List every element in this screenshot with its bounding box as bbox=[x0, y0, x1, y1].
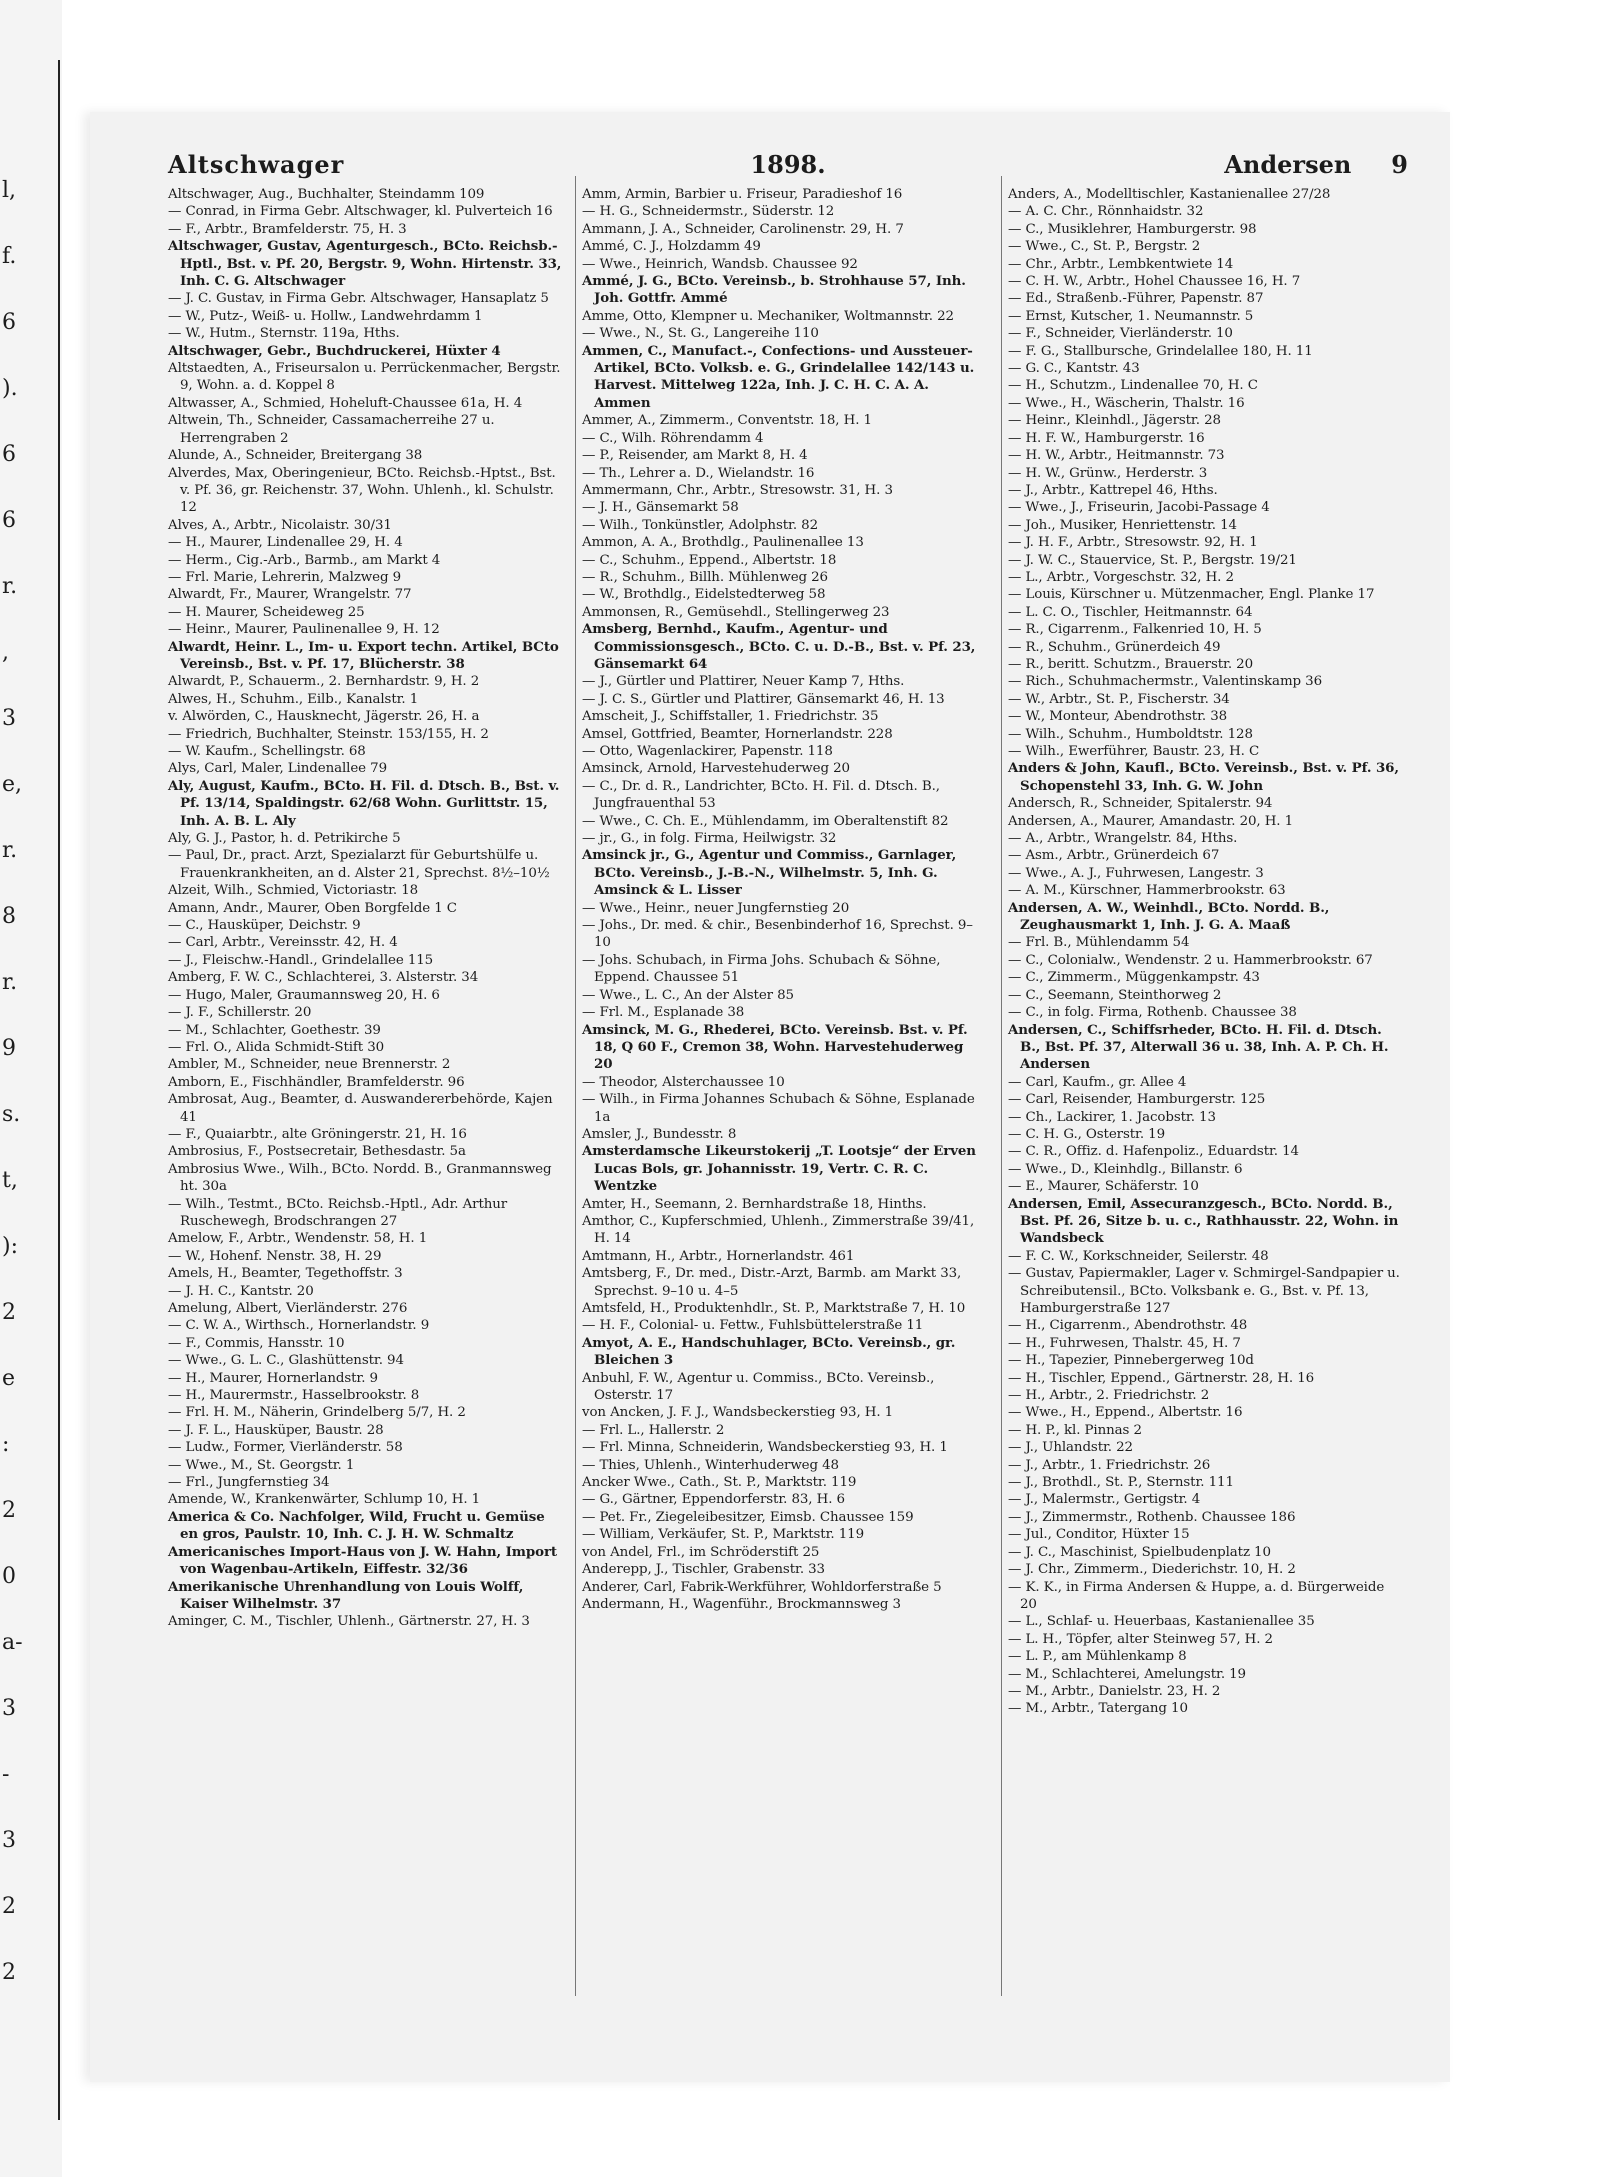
directory-entry: Amberg, F. W. C., Schlachterei, 3. Alsterstr. 34 bbox=[168, 970, 479, 986]
directory-entry: — Joh., Musiker, Henriettenstr. 14 bbox=[1008, 517, 1237, 533]
page-header bbox=[168, 150, 1408, 186]
page-fragment: ): bbox=[2, 1234, 18, 1259]
directory-column-1 bbox=[168, 186, 564, 1631]
directory-entry: — H. P., kl. Pinnas 2 bbox=[1008, 1422, 1142, 1438]
directory-entry: — Wwe., J., Friseurin, Jacobi-Passage 4 bbox=[1008, 500, 1270, 516]
directory-entry: — G., Gärtner, Eppendorferstr. 83, H. 6 bbox=[582, 1492, 845, 1508]
directory-entry: — Heinr., Maurer, Paulinenallee 9, H. 12 bbox=[168, 622, 440, 638]
directory-entry: — Carl, Arbtr., Vereinsstr. 42, H. 4 bbox=[168, 935, 398, 951]
directory-entry: — Gustav, Papiermakler, Lager v. Schmirgel-Sandpapier u. Schreibutensil., BCto. Volksbank e. G., Bst. v. Pf. 13, Hamburgerstraße 127 bbox=[1008, 1266, 1400, 1316]
directory-entry: — Pet. Fr., Ziegeleibesitzer, Eimsb. Chaussee 159 bbox=[582, 1509, 914, 1525]
directory-entry: — W., Hohenf. Nenstr. 38, H. 29 bbox=[168, 1248, 382, 1264]
page-fragment: 0 bbox=[2, 1564, 16, 1589]
directory-entry: — A., Arbtr., Wrangelstr. 84, Hths. bbox=[1008, 831, 1238, 847]
directory-entry: Amsinck, M. G., Rhederei, BCto. Vereinsb. Bst. v. Pf. 18, Q 60 F., Cremon 38, Wohn. Harvestehuderweg 20 bbox=[582, 1021, 968, 1073]
directory-entry: — L. H., Töpfer, alter Steinweg 57, H. 2 bbox=[1008, 1631, 1273, 1647]
directory-entry: Aly, G. J., Pastor, h. d. Petrikirche 5 bbox=[168, 831, 401, 847]
page-fragment: ). bbox=[2, 376, 18, 401]
directory-entry: Amerikanische Uhrenhandlung von Louis Wolff, Kaiser Wilhelmstr. 37 bbox=[168, 1578, 524, 1612]
directory-entry: — J., Zimmermstr., Rothenb. Chaussee 186 bbox=[1008, 1509, 1296, 1525]
directory-entry: — G. C., Kantstr. 43 bbox=[1008, 361, 1140, 377]
directory-entry: Alves, A., Arbtr., Nicolaistr. 30/31 bbox=[168, 517, 392, 533]
directory-entry: — R., Cigarrenm., Falkenried 10, H. 5 bbox=[1008, 622, 1262, 638]
directory-entry: — Wwe., H., Eppend., Albertstr. 16 bbox=[1008, 1405, 1243, 1421]
directory-entry: Andersen, A. W., Weinhdl., BCto. Nordd. B., Zeughausmarkt 1, Inh. J. G. A. Maaß bbox=[1008, 899, 1330, 934]
directory-entry: — H., Fuhrwesen, Thalstr. 45, H. 7 bbox=[1008, 1335, 1241, 1351]
directory-entry: — F. G., Stallbursche, Grindelallee 180, H. 11 bbox=[1008, 343, 1313, 359]
page-fragment: 8 bbox=[2, 904, 16, 929]
directory-entry: — J. C., Maschinist, Spielbudenplatz 10 bbox=[1008, 1544, 1271, 1560]
directory-entry: — M., Arbtr., Danielstr. 23, H. 2 bbox=[1008, 1683, 1221, 1699]
directory-entry: Ammann, J. A., Schneider, Carolinenstr. 29, H. 7 bbox=[582, 221, 904, 237]
directory-entry: Andermann, H., Wagenführ., Brockmannsweg 3 bbox=[582, 1596, 901, 1612]
directory-entry: — Wilh., Schuhm., Humboldtstr. 128 bbox=[1008, 726, 1253, 742]
directory-entry: — Wwe., C. Ch. E., Mühlendamm, im Oberaltenstift 82 bbox=[582, 813, 949, 829]
directory-entry: Ammon, A. A., Brothdlg., Paulinenallee 13 bbox=[582, 535, 864, 551]
page-fragment: : bbox=[2, 1432, 10, 1457]
directory-entry: — Frl. Minna, Schneiderin, Wandsbeckerstieg 93, H. 1 bbox=[582, 1440, 948, 1456]
directory-entry: — Frl., Jungfernstieg 34 bbox=[168, 1475, 330, 1491]
directory-entry: — W. Kaufm., Schellingstr. 68 bbox=[168, 744, 366, 759]
directory-entry: — Conrad, in Firma Gebr. Altschwager, kl. Pulverteich 16 bbox=[168, 204, 553, 220]
directory-entry: — H. W., Grünw., Herderstr. 3 bbox=[1008, 465, 1208, 481]
directory-entry: — C. R., Offiz. d. Hafenpoliz., Eduardstr. 14 bbox=[1008, 1144, 1299, 1160]
directory-entry: — W., Brothdlg., Eidelstedterweg 58 bbox=[582, 587, 826, 603]
directory-entry: — W., Monteur, Abendrothstr. 38 bbox=[1008, 709, 1228, 725]
previous-page-edge bbox=[58, 60, 60, 2120]
directory-entry: — Wwe., A. J., Fuhrwesen, Langestr. 3 bbox=[1008, 865, 1264, 881]
directory-entry: — H., Maurer, Lindenallee 29, H. 4 bbox=[168, 535, 403, 551]
directory-entry: von Andel, Frl., im Schröderstift 25 bbox=[582, 1544, 820, 1560]
directory-entry: — H. Maurer, Scheideweg 25 bbox=[168, 604, 365, 620]
directory-entry: — C., in folg. Firma, Rothenb. Chaussee 38 bbox=[1008, 1005, 1297, 1021]
directory-entry: Amyot, A. E., Handschuhlager, BCto. Vereinsb., gr. Bleichen 3 bbox=[582, 1334, 956, 1369]
directory-entry: — Frl. B., Mühlendamm 54 bbox=[1008, 935, 1190, 951]
directory-entry: Ammé, J. G., BCto. Vereinsb., b. Strohhause 57, Inh. Joh. Gottfr. Ammé bbox=[582, 273, 966, 307]
directory-entry: — L., Schlaf- u. Heuerbaas, Kastanienallee 35 bbox=[1008, 1614, 1315, 1630]
directory-entry: — F., Arbtr., Bramfelderstr. 75, H. 3 bbox=[168, 221, 407, 237]
directory-entry: Andersen, C., Schiffsrheder, BCto. H. Fil. d. Dtsch. B., Bst. Pf. 37, Alterwall 36 u. 38, Inh. A. P. Ch. H. Andersen bbox=[1008, 1021, 1389, 1073]
directory-entry: von Ancken, J. F. J., Wandsbeckerstieg 93, H. 1 bbox=[582, 1405, 894, 1421]
page-fragment: 6 bbox=[2, 442, 16, 467]
directory-entry: — Asm., Arbtr., Grünerdeich 67 bbox=[1008, 848, 1220, 864]
page-fragment: 3 bbox=[2, 1828, 16, 1853]
directory-entry: — C., Musiklehrer, Hamburgerstr. 98 bbox=[1008, 221, 1257, 237]
directory-entry: — L. C. O., Tischler, Heitmannstr. 64 bbox=[1008, 604, 1253, 620]
directory-entry: — R., Schuhm., Billh. Mühlenweg 26 bbox=[582, 569, 828, 585]
directory-entry: Andersen, Emil, Assecuranzgesch., BCto. Nordd. B., Bst. Pf. 26, Sitze b. u. c., Rathhausstr. 22, Wohn. in Wandsbeck bbox=[1008, 1195, 1399, 1247]
directory-entry: — Frl. Marie, Lehrerin, Malzweg 9 bbox=[168, 569, 402, 585]
directory-entry: — Wilh., Testmt., BCto. Reichsb.-Hptl., Adr. Arthur Ruschewegh, Brodschrangen 27 bbox=[168, 1196, 508, 1229]
directory-entry: — H., Arbtr., 2. Friedrichstr. 2 bbox=[1008, 1388, 1210, 1404]
directory-entry: Alwardt, P., Schauerm., 2. Bernhardstr. 9, H. 2 bbox=[168, 674, 480, 690]
directory-entry: Altstaedten, A., Friseursalon u. Perrückenmacher, Bergstr. 9, Wohn. a. d. Koppel 8 bbox=[168, 361, 561, 394]
header-left-keyword: Altschwager bbox=[168, 150, 345, 179]
page-fragment: 6 bbox=[2, 508, 16, 533]
directory-entry: — J., Arbtr., Kattrepel 46, Hths. bbox=[1008, 482, 1218, 498]
directory-entry: Amende, W., Krankenwärter, Schlump 10, H. 1 bbox=[168, 1492, 481, 1508]
directory-entry: Ancker Wwe., Cath., St. P., Marktstr. 119 bbox=[582, 1475, 857, 1491]
directory-entry: Amtsfeld, H., Produktenhdlr., St. P., Marktstraße 7, H. 10 bbox=[582, 1301, 966, 1316]
directory-entry: — L., Arbtr., Vorgeschstr. 32, H. 2 bbox=[1008, 569, 1234, 585]
directory-entry: — H. F., Colonial- u. Fettw., Fuhlsbüttelerstraße 11 bbox=[582, 1318, 924, 1334]
directory-entry: v. Alwörden, C., Hausknecht, Jägerstr. 26, H. a bbox=[168, 709, 480, 725]
directory-entry: Alwes, H., Schuhm., Eilb., Kanalstr. 1 bbox=[168, 691, 419, 707]
directory-entry: Ammonsen, R., Gemüsehdl., Stellingerweg 23 bbox=[582, 604, 890, 620]
page-fragment: 9 bbox=[2, 1036, 16, 1061]
directory-entry: — J. C. S., Gürtler und Plattirer, Gänsemarkt 46, H. 13 bbox=[582, 691, 945, 707]
directory-entry: — C., Colonialw., Wendenstr. 2 u. Hammerbrookstr. 67 bbox=[1008, 952, 1373, 968]
directory-entry: — H., Cigarrenm., Abendrothstr. 48 bbox=[1008, 1318, 1248, 1334]
directory-entry: — C. H. W., Arbtr., Hohel Chaussee 16, H. 7 bbox=[1008, 274, 1301, 290]
directory-entry: Amme, Otto, Klempner u. Mechaniker, Woltmannstr. 22 bbox=[582, 308, 954, 324]
directory-entry: — J. W. C., Stauervice, St. P., Bergstr. 19/21 bbox=[1008, 552, 1297, 568]
directory-entry: — Wwe., Heinr., neuer Jungfernstieg 20 bbox=[582, 900, 850, 916]
directory-entry: — J. H. F., Arbtr., Stresowstr. 92, H. 1 bbox=[1008, 535, 1258, 551]
directory-entry: Anders, A., Modelltischler, Kastanienallee 27/28 bbox=[1008, 187, 1331, 202]
directory-entry: Altschwager, Gebr., Buchdruckerei, Hüxter 4 bbox=[168, 342, 501, 359]
directory-entry: Amthor, C., Kupferschmied, Uhlenh., Zimmerstraße 39/41, H. 14 bbox=[582, 1213, 975, 1247]
directory-entry: — Wilh., Ewerführer, Baustr. 23, H. C bbox=[1008, 744, 1260, 759]
directory-entry: — J., Gürtler und Plattirer, Neuer Kamp 7, Hths. bbox=[582, 674, 905, 690]
directory-entry: Ambrosius Wwe., Wilh., BCto. Nordd. B., Granmannsweg ht. 30a bbox=[168, 1161, 552, 1195]
directory-entry: — Carl, Reisender, Hamburgerstr. 125 bbox=[1008, 1092, 1266, 1108]
directory-entry: — H., Tischler, Eppend., Gärtnerstr. 28, H. 16 bbox=[1008, 1370, 1315, 1386]
directory-entry: — F., Commis, Hansstr. 10 bbox=[168, 1335, 345, 1351]
directory-entry: — Otto, Wagenlackirer, Papenstr. 118 bbox=[582, 744, 833, 759]
directory-entry: — E., Maurer, Schäferstr. 10 bbox=[1008, 1179, 1199, 1195]
directory-entry: Amborn, E., Fischhändler, Bramfelderstr. 96 bbox=[168, 1074, 465, 1090]
directory-entry: — M., Schlachterei, Amelungstr. 19 bbox=[1008, 1666, 1246, 1682]
directory-entry: Ammé, C. J., Holzdamm 49 bbox=[582, 239, 761, 255]
directory-entry: — J. H., Gänsemarkt 58 bbox=[582, 500, 739, 516]
directory-entry: — M., Schlachter, Goethestr. 39 bbox=[168, 1022, 381, 1038]
directory-entry: — Frl. L., Hallerstr. 2 bbox=[582, 1422, 725, 1438]
directory-entry: — Rich., Schuhmachermstr., Valentinskamp 36 bbox=[1008, 674, 1323, 690]
directory-entry: Altwasser, A., Schmied, Hoheluft-Chaussee 61a, H. 4 bbox=[168, 395, 523, 411]
directory-entry: — Heinr., Kleinhdl., Jägerstr. 28 bbox=[1008, 413, 1221, 429]
directory-entry: — A. C. Chr., Rönnhaidstr. 32 bbox=[1008, 204, 1204, 220]
directory-entry: — M., Arbtr., Tatergang 10 bbox=[1008, 1701, 1188, 1717]
directory-entry: — Ch., Lackirer, 1. Jacobstr. 13 bbox=[1008, 1109, 1216, 1125]
directory-entry: — H. F. W., Hamburgerstr. 16 bbox=[1008, 430, 1205, 446]
directory-entry: — K. K., in Firma Andersen & Huppe, a. d. Bürgerweide 20 bbox=[1008, 1579, 1385, 1612]
header-right-group bbox=[1224, 150, 1408, 179]
directory-entry: — J., Malermstr., Gertigstr. 4 bbox=[1008, 1492, 1201, 1508]
directory-entry: — J. F. L., Hausküper, Baustr. 28 bbox=[168, 1422, 384, 1438]
directory-entry: — Herm., Cig.-Arb., Barmb., am Markt 4 bbox=[168, 552, 441, 568]
directory-entry: — J. Chr., Zimmerm., Diederichstr. 10, H. 2 bbox=[1008, 1562, 1296, 1578]
directory-entry: Americanisches Import-Haus von J. W. Hahn, Import von Wagenbau-Artikeln, Eiffestr. 32/36 bbox=[168, 1543, 558, 1578]
header-year: 1898. bbox=[750, 150, 826, 179]
directory-entry: — J., Fleischw.-Handl., Grindelallee 115 bbox=[168, 952, 434, 968]
directory-entry: — L. P., am Mühlenkamp 8 bbox=[1008, 1649, 1187, 1665]
directory-entry: — Wwe., D., Kleinhdlg., Billanstr. 6 bbox=[1008, 1161, 1243, 1177]
directory-entry: — Paul, Dr., pract. Arzt, Spezialarzt für Geburtshülfe u. Frauenkrankheiten, an d. Alster 21, Sprechst. 8½–10½ bbox=[168, 848, 550, 881]
directory-entry: — C., Seemann, Steinthorweg 2 bbox=[1008, 987, 1222, 1003]
directory-entry: Alys, Carl, Maler, Lindenallee 79 bbox=[168, 761, 387, 777]
directory-entry: Altschwager, Gustav, Agenturgesch., BCto. Reichsb.-Hptl., Bst. v. Pf. 20, Bergstr. 9, Wohn. Hirtenstr. 33, Inh. C. G. Altschwager bbox=[168, 238, 562, 290]
directory-entry: Anders & John, Kaufl., BCto. Vereinsb., Bst. v. Pf. 36, Schopenstehl 33, Inh. G. W. John bbox=[1008, 760, 1399, 794]
page-fragment: f. bbox=[2, 244, 17, 269]
directory-entry: Amelung, Albert, Vierländerstr. 276 bbox=[168, 1301, 408, 1316]
directory-column-3 bbox=[1008, 186, 1404, 1718]
directory-entry: — J., Uhlandstr. 22 bbox=[1008, 1440, 1133, 1456]
directory-entry: Ambler, M., Schneider, neue Brennerstr. 2 bbox=[168, 1057, 451, 1073]
directory-entry: Amscheit, J., Schiffstaller, 1. Friedrichstr. 35 bbox=[582, 709, 879, 725]
directory-entry: Alverdes, Max, Oberingenieur, BCto. Reichsb.-Hptst., Bst. v. Pf. 36, gr. Reichenstr. 37, Wohn. Uhlenh., kl. Schulstr. 12 bbox=[168, 465, 556, 516]
directory-entry: Alunde, A., Schneider, Breitergang 38 bbox=[168, 448, 423, 464]
page-fragment: 2 bbox=[2, 1300, 16, 1325]
directory-entry: — Th., Lehrer a. D., Wielandstr. 16 bbox=[582, 465, 815, 481]
page-fragment: e bbox=[2, 1366, 16, 1391]
page-fragment: r. bbox=[2, 838, 18, 863]
directory-entry: — Wwe., L. C., An der Alster 85 bbox=[582, 987, 794, 1003]
page-fragment: t, bbox=[2, 1168, 18, 1193]
directory-entry: Amtsberg, F., Dr. med., Distr.-Arzt, Barmb. am Markt 33, Sprechst. 9–10 u. 4–5 bbox=[582, 1266, 962, 1299]
directory-entry: Amtmann, H., Arbtr., Hornerlandstr. 461 bbox=[582, 1248, 855, 1264]
page-fragment: e, bbox=[2, 772, 23, 797]
directory-entry: — C., Zimmerm., Müggenkampstr. 43 bbox=[1008, 970, 1260, 986]
directory-entry: — Wwe., Heinrich, Wandsb. Chaussee 92 bbox=[582, 256, 858, 272]
directory-entry: Aminger, C. M., Tischler, Uhlenh., Gärtnerstr. 27, H. 3 bbox=[168, 1614, 530, 1630]
directory-entry: — F., Quaiarbtr., alte Gröningerstr. 21, H. 16 bbox=[168, 1126, 467, 1142]
directory-entry: — C. W. A., Wirthsch., Hornerlandstr. 9 bbox=[168, 1318, 430, 1334]
directory-entry: — Frl. H. M., Näherin, Grindelberg 5/7, H. 2 bbox=[168, 1405, 466, 1421]
directory-entry: Amter, H., Seemann, 2. Bernhardstraße 18, Hinths. bbox=[582, 1196, 927, 1212]
page-fragment: 3 bbox=[2, 706, 16, 731]
column-divider bbox=[1001, 176, 1002, 1996]
directory-entry: — C., Hausküper, Deichstr. 9 bbox=[168, 918, 361, 934]
page-fragment: 2 bbox=[2, 1960, 16, 1985]
directory-entry: — Johs., Dr. med. & chir., Besenbinderhof 16, Sprechst. 9–10 bbox=[582, 918, 973, 951]
directory-entry: — C. H. G., Osterstr. 19 bbox=[1008, 1126, 1165, 1142]
directory-entry: — H., Maurer, Hornerlandstr. 9 bbox=[168, 1370, 378, 1386]
directory-entry: — Wwe., G. L. C., Glashüttenstr. 94 bbox=[168, 1353, 404, 1369]
directory-entry: Aly, August, Kaufm., BCto. H. Fil. d. Dtsch. B., Bst. v. Pf. 13/14, Spaldingstr. 62/68 Wohn. Gurlittstr. 15, Inh. A. B. L. Aly bbox=[168, 777, 560, 829]
header-right-keyword: Andersen bbox=[1224, 150, 1352, 179]
page-fragment: - bbox=[2, 1762, 10, 1787]
directory-entry: Altschwager, Aug., Buchhalter, Steindamm 109 bbox=[168, 187, 485, 202]
page-fragment: 2 bbox=[2, 1894, 16, 1919]
directory-entry: Ammer, A., Zimmerm., Conventstr. 18, H. 1 bbox=[582, 413, 872, 429]
directory-entry: Altwein, Th., Schneider, Cassamacherreihe 27 u. Herrengraben 2 bbox=[168, 413, 495, 446]
directory-entry: Ammen, C., Manufact.-, Confections- und Aussteuer-Artikel, BCto. Volksb. e. G., Grindelallee 142/143 u. Harvest. Mittelweg 122a, Inh. J. C. H. C. A. A. Ammen bbox=[582, 342, 975, 411]
directory-entry: — Thies, Uhlenh., Winterhuderweg 48 bbox=[582, 1457, 839, 1473]
directory-entry: — R., beritt. Schutzm., Brauerstr. 20 bbox=[1008, 656, 1253, 672]
directory-entry: — Friedrich, Buchhalter, Steinstr. 153/155, H. 2 bbox=[168, 726, 489, 742]
page-number: 9 bbox=[1391, 150, 1408, 179]
directory-entry: — jr., G., in folg. Firma, Heilwigstr. 32 bbox=[582, 831, 837, 847]
directory-entry: — W., Putz-, Weiß- u. Hollw., Landwehrdamm 1 bbox=[168, 308, 483, 324]
directory-entry: — J. F., Schillerstr. 20 bbox=[168, 1005, 312, 1021]
directory-entry: — P., Reisender, am Markt 8, H. 4 bbox=[582, 448, 808, 464]
directory-entry: Amsberg, Bernhd., Kaufm., Agentur- und Commissionsgesch., BCto. C. u. D.-B., Bst. v. Pf. 23, Gänsemarkt 64 bbox=[582, 621, 976, 672]
page-fragment: 3 bbox=[2, 1696, 16, 1721]
directory-entry: Alzeit, Wilh., Schmied, Victoriastr. 18 bbox=[168, 883, 419, 899]
page-fragment: 6 bbox=[2, 310, 16, 335]
directory-entry: — H., Tapezier, Pinnebergerweg 10d bbox=[1008, 1353, 1254, 1369]
page-fragment: a- bbox=[2, 1630, 23, 1655]
directory-entry: — C., Dr. d. R., Landrichter, BCto. H. Fil. d. Dtsch. B., Jungfrauenthal 53 bbox=[582, 778, 940, 812]
directory-entry: — Wwe., N., St. G., Langereihe 110 bbox=[582, 326, 819, 342]
directory-entry: Amelow, F., Arbtr., Wendenstr. 58, H. 1 bbox=[168, 1231, 428, 1247]
directory-entry: — Jul., Conditor, Hüxter 15 bbox=[1008, 1527, 1190, 1543]
directory-entry: — J. H. C., Kantstr. 20 bbox=[168, 1283, 314, 1299]
directory-entry: — J., Brothdl., St. P., Sternstr. 111 bbox=[1008, 1475, 1234, 1491]
directory-entry: Amsinck jr., G., Agentur und Commiss., Garnlager, BCto. Vereinsb., J.-B.-N., Wilhelmstr. 5, Inh. G. Amsinck & L. Lisser bbox=[582, 847, 957, 899]
directory-entry: — Ed., Straßenb.-Führer, Papenstr. 87 bbox=[1008, 291, 1264, 307]
directory-entry: — R., Schuhm., Grünerdeich 49 bbox=[1008, 639, 1221, 655]
directory-entry: — W., Hutm., Sternstr. 119a, Hths. bbox=[168, 326, 400, 342]
directory-entry: Alwardt, Heinr. L., Im- u. Export techn. Artikel, BCto Vereinsb., Bst. v. Pf. 17, Blücherstr. 38 bbox=[168, 638, 559, 672]
directory-entry: — Louis, Kürschner u. Mützenmacher, Engl. Planke 17 bbox=[1008, 587, 1375, 603]
directory-entry: Amsterdamsche Likeurstokerij „T. Lootsje“ der Erven Lucas Bols, gr. Johannisstr. 19, Vertr. C. R. C. Wentzke bbox=[582, 1143, 976, 1195]
directory-entry: Alwardt, Fr., Maurer, Wrangelstr. 77 bbox=[168, 587, 412, 603]
directory-entry: Amsler, J., Bundesstr. 8 bbox=[582, 1126, 737, 1142]
column-divider bbox=[575, 176, 576, 1996]
directory-entry: — Ludw., Former, Vierländerstr. 58 bbox=[168, 1440, 403, 1456]
directory-entry: — William, Verkäufer, St. P., Marktstr. 119 bbox=[582, 1527, 864, 1543]
directory-entry: — Carl, Kaufm., gr. Allee 4 bbox=[1008, 1074, 1187, 1090]
directory-entry: Amels, H., Beamter, Tegethoffstr. 3 bbox=[168, 1266, 403, 1282]
directory-entry: Andersen, A., Maurer, Amandastr. 20, H. 1 bbox=[1008, 813, 1294, 829]
directory-entry: — J., Arbtr., 1. Friedrichstr. 26 bbox=[1008, 1457, 1211, 1473]
directory-entry: Amm, Armin, Barbier u. Friseur, Paradieshof 16 bbox=[582, 187, 903, 202]
directory-entry: Amsinck, Arnold, Harvestehuderweg 20 bbox=[582, 761, 850, 777]
directory-entry: — Frl. M., Esplanade 38 bbox=[582, 1005, 745, 1021]
directory-entry: — Theodor, Alsterchaussee 10 bbox=[582, 1074, 785, 1090]
directory-entry: — F., Schneider, Vierländerstr. 10 bbox=[1008, 326, 1233, 342]
directory-entry: Amann, Andr., Maurer, Oben Borgfelde 1 C bbox=[168, 900, 457, 916]
directory-entry: Ammermann, Chr., Arbtr., Stresowstr. 31, H. 3 bbox=[582, 482, 893, 498]
directory-entry: Anderepp, J., Tischler, Grabenstr. 33 bbox=[582, 1562, 825, 1578]
directory-entry: — Wwe., M., St. Georgstr. 1 bbox=[168, 1457, 355, 1473]
directory-entry: Anderer, Carl, Fabrik-Werkführer, Wohldorferstraße 5 bbox=[582, 1579, 942, 1595]
directory-entry: — Hugo, Maler, Graumannsweg 20, H. 6 bbox=[168, 987, 440, 1003]
directory-entry: — Wwe., C., St. P., Bergstr. 2 bbox=[1008, 239, 1201, 255]
directory-entry: — F. C. W., Korkschneider, Seilerstr. 48 bbox=[1008, 1248, 1269, 1264]
directory-entry: Amsel, Gottfried, Beamter, Hornerlandstr. 228 bbox=[582, 726, 893, 742]
directory-entry: — Chr., Arbtr., Lembkentwiete 14 bbox=[1008, 256, 1234, 272]
page-fragment: 2 bbox=[2, 1498, 16, 1523]
directory-entry: — Ernst, Kutscher, 1. Neumannstr. 5 bbox=[1008, 308, 1254, 324]
page-fragment: r. bbox=[2, 970, 18, 995]
directory-entry: Anbuhl, F. W., Agentur u. Commiss., BCto. Vereinsb., Osterstr. 17 bbox=[582, 1370, 935, 1404]
page-fragment: s. bbox=[2, 1102, 21, 1127]
directory-entry: — Wilh., in Firma Johannes Schubach & Söhne, Esplanade 1a bbox=[582, 1092, 975, 1125]
directory-entry: — Wwe., H., Wäscherin, Thalstr. 16 bbox=[1008, 395, 1245, 411]
directory-entry: — C., Wilh. Röhrendamm 4 bbox=[582, 430, 764, 446]
directory-entry: — H., Maurermstr., Hasselbrookstr. 8 bbox=[168, 1388, 420, 1404]
page-fragment: l, bbox=[2, 178, 17, 203]
directory-entry: America & Co. Nachfolger, Wild, Frucht u. Gemüse en gros, Paulstr. 10, Inh. C. J. H. W. Schmaltz bbox=[168, 1508, 545, 1543]
directory-column-2 bbox=[582, 186, 978, 1613]
directory-entry: — C., Schuhm., Eppend., Albertstr. 18 bbox=[582, 552, 837, 568]
directory-entry: — H. G., Schneidermstr., Süderstr. 12 bbox=[582, 204, 835, 220]
directory-entry: — Frl. O., Alida Schmidt-Stift 30 bbox=[168, 1039, 385, 1055]
directory-entry: — H. W., Arbtr., Heitmannstr. 73 bbox=[1008, 448, 1225, 464]
directory-entry: Ambrosius, F., Postsecretair, Bethesdastr. 5a bbox=[168, 1144, 466, 1160]
directory-entry: — Wilh., Tonkünstler, Adolphstr. 82 bbox=[582, 517, 818, 533]
page-fragment: r. bbox=[2, 574, 18, 599]
page-fragment: , bbox=[2, 640, 9, 665]
directory-entry: — Johs. Schubach, in Firma Johs. Schubach & Söhne, Eppend. Chaussee 51 bbox=[582, 952, 941, 986]
directory-entry: Andersch, R., Schneider, Spitalerstr. 94 bbox=[1008, 796, 1273, 812]
directory-entry: — J. C. Gustav, in Firma Gebr. Altschwager, Hansaplatz 5 bbox=[168, 291, 549, 307]
directory-entry: Ambrosat, Aug., Beamter, d. Auswandererbehörde, Kajen 41 bbox=[168, 1092, 553, 1125]
directory-entry: — A. M., Kürschner, Hammerbrookstr. 63 bbox=[1008, 883, 1286, 899]
directory-entry: — W., Arbtr., St. P., Fischerstr. 34 bbox=[1008, 691, 1230, 707]
directory-entry: — H., Schutzm., Lindenallee 70, H. C bbox=[1008, 378, 1258, 394]
